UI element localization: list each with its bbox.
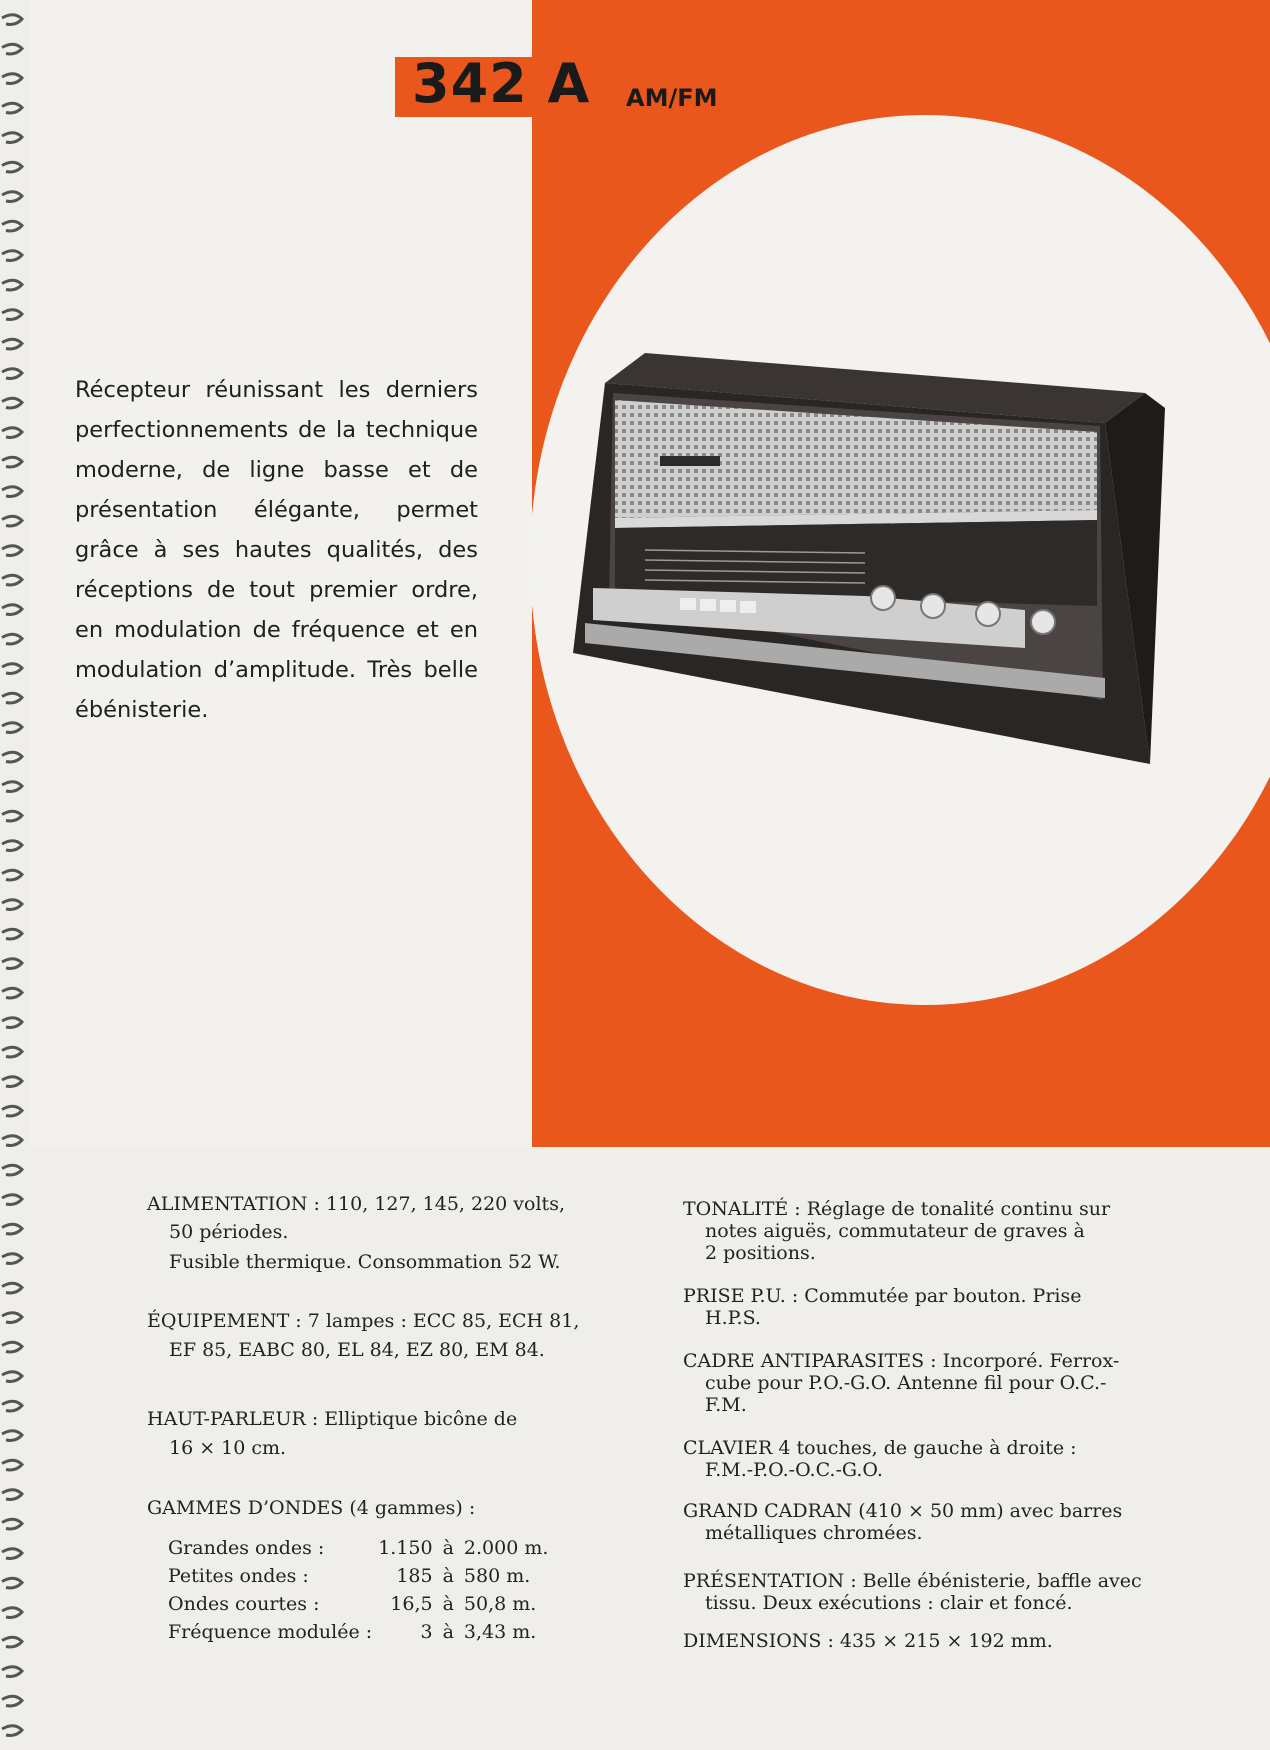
spiral-loop [2,1224,22,1234]
spiral-loop [2,310,22,320]
spiral-loop [2,782,22,792]
table-row: Ondes courtes : 16,5 à 50,8 m. [168,1593,537,1615]
spiral-loop [2,1460,22,1470]
spiral-loop [2,605,22,615]
spiral-loop [2,1519,22,1529]
spec-prise-pu: PRISE P.U. : Commutée par bouton. Prise H.P.S. [683,1285,1082,1329]
band-label: AM/FM [626,84,718,112]
wave-bands-table [168,1537,548,1649]
spec-dimensions: DIMENSIONS : 435 × 215 × 192 mm. [683,1630,1053,1652]
spiral-loop [2,487,22,497]
spiral-loop [2,693,22,703]
spiral-loop [2,162,22,172]
spiral-loop [2,1401,22,1411]
spiral-loop [2,1283,22,1293]
spiral-loop [2,929,22,939]
spec-clavier: CLAVIER 4 touches, de gauche à droite : F.M.-P.O.-O.C.-G.O. [683,1437,1077,1481]
table-row: Petites ondes : 185 à 580 m. [168,1565,531,1587]
spiral-loop [2,251,22,261]
spiral-loop [2,1431,22,1441]
spiral-loop [2,74,22,84]
spiral-loop [2,1637,22,1647]
radio-illustration [565,348,1165,768]
spiral-loop [2,1667,22,1677]
spiral-loop [2,664,22,674]
spiral-loop [2,1313,22,1323]
spiral-loop [2,1608,22,1618]
spec-equipement: ÉQUIPEMENT : 7 lampes : ECC 85, ECH 81, EF 85, EABC 80, EL 84, EZ 80, EM 84. [147,1310,580,1361]
spiral-loop [2,221,22,231]
spiral-binding [0,0,30,1750]
spiral-loop [2,1195,22,1205]
spiral-loop [2,1018,22,1028]
spiral-loop [2,103,22,113]
spiral-loop [2,1136,22,1146]
spiral-loop [2,44,22,54]
spiral-loop [2,280,22,290]
spiral-loop [2,900,22,910]
spec-haut-parleur: HAUT-PARLEUR : Elliptique bicône de 16 × 10 cm. [147,1408,518,1459]
spiral-loop [2,546,22,556]
spiral-loop [2,1165,22,1175]
spiral-loop [2,634,22,644]
spiral-loop [2,339,22,349]
table-row: Fréquence modulée : 3 à 3,43 m. [168,1621,537,1643]
spiral-loop [2,1696,22,1706]
spiral-loop [2,575,22,585]
spiral-loop [2,959,22,969]
spiral-loop [2,192,22,202]
spiral-loop [2,1106,22,1116]
spiral-loop [2,369,22,379]
spiral-loop [2,1372,22,1382]
spiral-loop [2,841,22,851]
spiral-loop [2,1726,22,1736]
spiral-loop [2,1342,22,1352]
spiral-loop [2,133,22,143]
spec-gammes-title: GAMMES D’ONDES (4 gammes) : [147,1497,476,1519]
spec-alimentation: ALIMENTATION : 110, 127, 145, 220 volts, 50 périodes. Fusible thermique. Consommation 52 W. [147,1193,565,1273]
intro-paragraph: Récepteur réunissant les derniers perfectionnements de la technique moderne, de ligne basse et de présentation élégante, permet grâce à ses hautes qualités, des réceptions de tout premier ordre, en modulation de fréquence et en modulation d’amplitude. Très belle ébénisterie. [75,377,478,723]
spiral-loop [2,1490,22,1500]
spiral-loop [2,1254,22,1264]
spiral-loop [2,15,22,25]
spiral-loop [2,988,22,998]
spec-tonalite: TONALITÉ : Réglage de tonalité continu sur notes aiguës, commutateur de graves à 2 positions. [683,1198,1111,1264]
spec-cadre: CADRE ANTIPARASITES : Incorporé. Ferrox- cube pour P.O.-G.O. Antenne fil pour O.C.- F.M. [683,1350,1120,1416]
spiral-loop [2,428,22,438]
spiral-loop [2,398,22,408]
spiral-loop [2,1578,22,1588]
spiral-loop [2,1077,22,1087]
spiral-loop [2,516,22,526]
table-row: Grandes ondes : 1.150 à 2.000 m. [168,1537,549,1559]
spiral-loop [2,752,22,762]
spec-cadran: GRAND CADRAN (410 × 50 mm) avec barres métalliques chromées. [683,1500,1123,1544]
spec-presentation: PRÉSENTATION : Belle ébénisterie, baffle avec tissu. Deux exécutions : clair et foncé. [683,1570,1142,1614]
model-number: 342 A [412,52,591,115]
spiral-loop [2,870,22,880]
spiral-loop [2,811,22,821]
spiral-loop [2,723,22,733]
spiral-loop [2,457,22,467]
spiral-loop [2,1047,22,1057]
spiral-loop [2,1549,22,1559]
